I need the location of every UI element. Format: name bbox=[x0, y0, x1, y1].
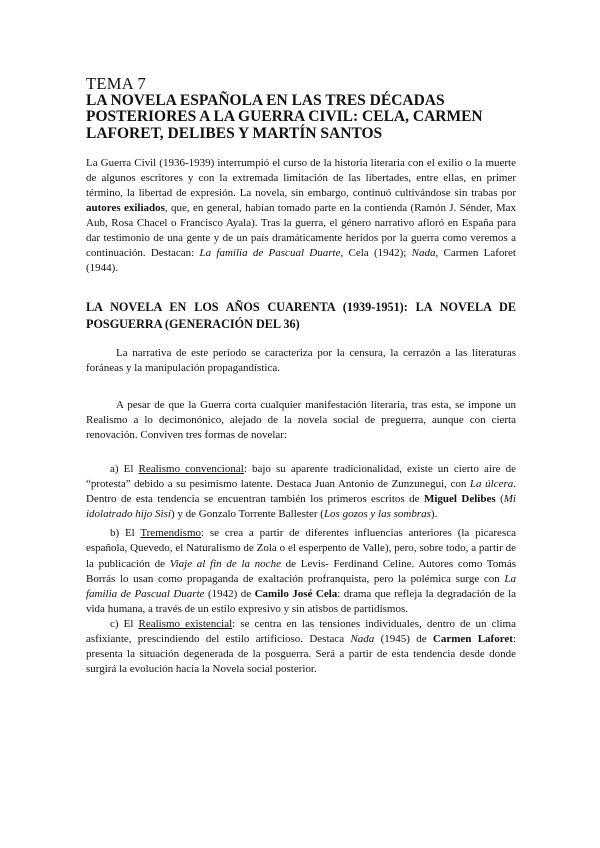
work-title: Nada bbox=[350, 633, 375, 646]
list-item: a) El Realismo convencional: bajo su aparente tradicionalidad, existe un cierto aire de “protesta” debido a su pesimismo latente. Destaca Juan Antonio de Zunzunegui, con La úlcera. Dentro de esta tendencia se encuentran también los primeros escritos de Miguel Delibes (Mi idolatrado hijo Sisí) y de Gonzalo Torrente Ballester (Los gozos y las sombras). bbox=[86, 463, 516, 521]
document-title bbox=[86, 76, 526, 142]
work-title: Mi idolatrado hijo Sisí bbox=[86, 493, 516, 521]
main-title: LA NOVELA ESPAÑOLA EN LAS TRES DÉCADAS POSTERIORES A LA GUERRA CIVIL: CELA, CARMEN LAFORET, DELIBES Y MARTÍN SANTOS bbox=[86, 91, 483, 142]
paragraph-realismo: A pesar de que la Guerra corta cualquier manifestación literaria, tras esta, se impone un Realismo a lo decimonónico, alejado de la novela social de preguerra, aunque con cierta renovación. Conviven tres formas de novelar: bbox=[86, 399, 516, 441]
term-underlined: Realismo convencional bbox=[138, 463, 244, 475]
section-heading: LA NOVELA EN LOS AÑOS CUARENTA (1939-1951): LA NOVELA DE POSGUERRA (GENERACIÓN DEL 36) bbox=[86, 300, 516, 331]
work-title: La familia de Pascual Duarte bbox=[86, 572, 516, 600]
tema-label: TEMA 7 bbox=[86, 74, 147, 93]
author-bold: Camilo José Cela bbox=[254, 587, 338, 600]
term-underlined: Realismo existencial bbox=[138, 617, 233, 630]
exiled-authors-bold: autores exiliados bbox=[86, 202, 165, 214]
paragraph-censura: La narrativa de este período se caracteriza por la censura, la cerrazón a las literaturas foráneas y la manipulación propagandística. bbox=[86, 347, 516, 374]
work-title: La familia de Pascual Duarte bbox=[199, 247, 341, 259]
term-underlined: Tremendismo bbox=[140, 527, 202, 540]
intro-paragraph: La Guerra Civil (1936-1939) interrumpió el curso de la historia literaria con el exilio o la muerte de algunos escritores y con la extremada limitación de las libertades, entre ellas, en primer término, la libertad de expresión. La novela, sin embargo, continuó cultivándose sin trabas por autores exiliados, que, en general, habían tomado parte en la contienda (Ramón J. Sénder, Max Aub, Rosa Chacel o Francisco Ayala). Tras la guerra, el género narrativo afloró en España para dar testimonio de una gente y de un país dramáticamente heridos por la guerra como veremos a continuación. Destacan: La familia de Pascual Duarte, Cela (1942); Nada, Carmen Laforet (1944). bbox=[86, 157, 517, 274]
novel-forms-list bbox=[86, 462, 516, 677]
author-bold: Carmen Laforet bbox=[432, 633, 513, 646]
list-item: b) El Tremendismo: se crea a partir de diferentes influencias anteriores (la picaresca española, Quevedo, el Naturalismo de Zola o el esperpento de Valle), pero, sobre todo, a partir de la publicación de Viaje al fin de la noche de Levis- Ferdinand Celine. Autores como Tomás Borrás lo usan como propaganda de exaltación profranquista, pero la polémica surge con La familia de Pascual Duarte (1942) de Camilo José Cela: drama que refleja la degradación de la vida humana, a través de un estilo expresivo y sin atisbos de partidismos. bbox=[86, 527, 517, 615]
work-title: Viaje al fin de la noche bbox=[169, 557, 281, 570]
author-bold: Miguel Delibes bbox=[423, 493, 496, 506]
work-title: Nada bbox=[411, 247, 436, 259]
work-title: Los gozos y las sombras bbox=[323, 508, 431, 521]
list-item: c) El Realismo existencial: se centra en las tensiones individuales, dentro de un clima asfixiante, prescindiendo del estilo artificioso. Destaca Nada (1945) de Carmen Laforet: presenta la situación degenerada de la posguerra. Será a partir de esta tendencia desde donde surgirá la evolución hacia la Novela social posterior. bbox=[86, 617, 517, 676]
work-title: La úlcera bbox=[469, 478, 514, 491]
